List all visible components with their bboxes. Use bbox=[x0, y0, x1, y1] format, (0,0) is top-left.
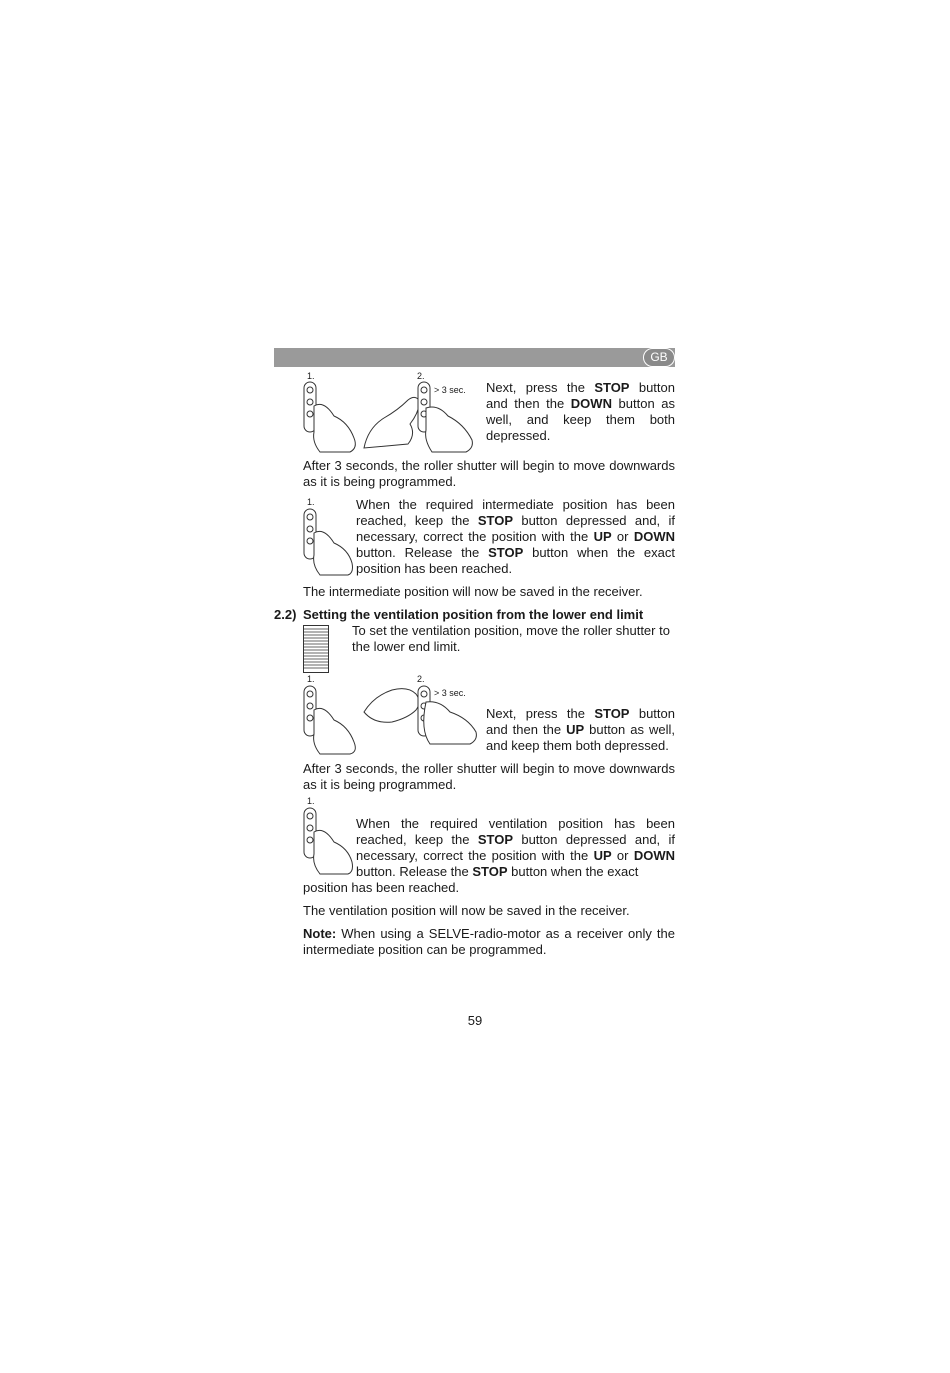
paragraph-after-3-seconds: After 3 seconds, the roller shutter will begin to move downwards as it is being programmed. bbox=[303, 458, 675, 489]
paragraph-press-stop-down: Next, press the STOP button and then the DOWN button as well, and keep them both depressed. bbox=[486, 380, 675, 443]
paragraph-ventilation-position: When the required ventilation position has been reached, keep the STOP button depressed and, if necessary, correct the position with the UP or DOWN button. Release the STOP button when the exact bbox=[356, 816, 675, 879]
paragraph-move-to-lower-limit: To set the ventilation position, move the roller shutter to the lower end limit. bbox=[352, 623, 670, 654]
step-1-label: 1. bbox=[307, 371, 315, 381]
step-1-label: 1. bbox=[307, 796, 315, 806]
paragraph-after-3-seconds-2: After 3 seconds, the roller shutter will begin to move downwards as it is being programmed. bbox=[303, 761, 675, 792]
page-number: 59 bbox=[467, 1013, 483, 1028]
remote-press-illustration bbox=[302, 804, 354, 876]
step-2-label: 2. bbox=[417, 674, 425, 684]
note-paragraph: Note: When using a SELVE-radio-motor as a receiver only the intermediate position can be programmed. bbox=[303, 926, 675, 957]
paragraph-intermediate-position: When the required intermediate position has been reached, keep the STOP button depressed and, if necessary, correct the position with the UP or DOWN button. Release the STOP button when the exact position has been reached. bbox=[356, 497, 676, 576]
remote-press-illustration bbox=[302, 682, 480, 756]
step-1-label: 1. bbox=[307, 674, 315, 684]
step-2-label: 2. bbox=[417, 371, 425, 381]
paragraph-ventilation-position-end: position has been reached. bbox=[303, 880, 460, 895]
duration-label: > 3 sec. bbox=[434, 688, 466, 698]
duration-label: > 3 sec. bbox=[434, 385, 466, 395]
section-number: 2.2) bbox=[274, 607, 297, 622]
remote-press-illustration bbox=[302, 378, 480, 454]
step-1-label: 1. bbox=[307, 497, 315, 507]
section-title: Setting the ventilation position from the lower end limit bbox=[303, 607, 644, 622]
paragraph-saved-ventilation: The ventilation position will now be saved in the receiver. bbox=[303, 903, 630, 918]
remote-press-illustration bbox=[302, 505, 354, 577]
roller-shutter-icon bbox=[303, 625, 329, 673]
paragraph-saved-intermediate: The intermediate position will now be saved in the receiver. bbox=[303, 584, 643, 599]
language-badge: GB bbox=[643, 348, 675, 367]
header-bar bbox=[274, 348, 675, 367]
paragraph-press-stop-up: Next, press the STOP button and then the UP button as well, and keep them both depressed. bbox=[486, 706, 675, 753]
